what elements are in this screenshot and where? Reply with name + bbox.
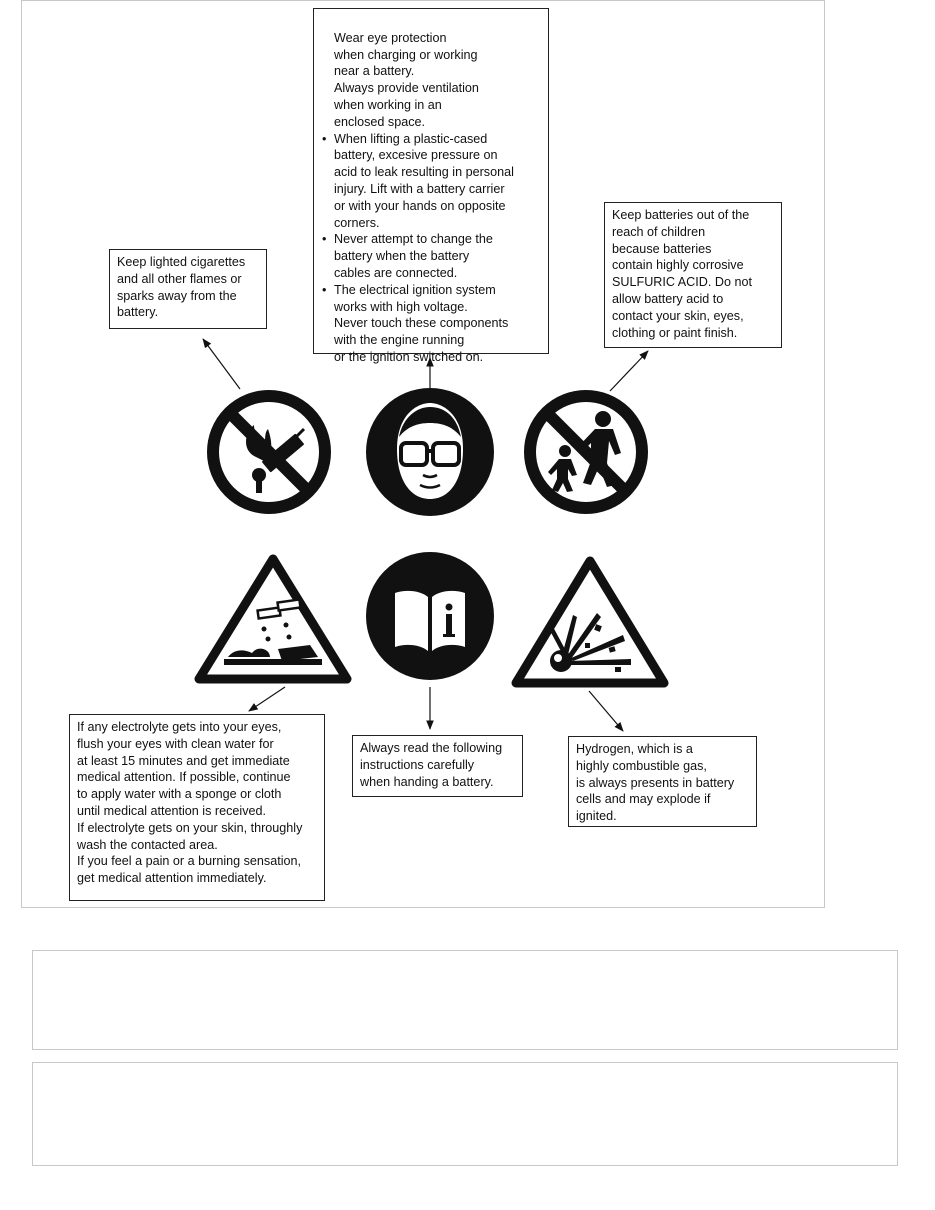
no-flames-notice: Keep lighted cigarettes and all other flames or sparks away from the battery.	[109, 249, 267, 329]
eye-notice-line: when working in an	[334, 97, 442, 112]
empty-panel-1	[32, 950, 898, 1050]
eye-notice-line: cables are connected.	[334, 265, 458, 280]
eye-protection-icon	[365, 387, 495, 517]
explosive-warning-icon	[511, 555, 669, 689]
eye-protection-notice	[313, 8, 549, 364]
eye-notice-line: corners.	[334, 215, 380, 230]
arrow-explosive	[589, 691, 623, 731]
eye-notice-line: works with high voltage.	[334, 299, 468, 314]
eye-notice-line: battery, excesive pressure on	[334, 148, 498, 163]
no-open-flame-icon	[204, 389, 334, 515]
eye-notice-line: near a battery.	[334, 64, 415, 79]
empty-panel-2	[32, 1062, 898, 1166]
eye-notice-line: acid to leak resulting in personal	[334, 165, 514, 180]
children-notice: Keep batteries out of the reach of children because batteries contain highly corrosive SULFURIC ACID. Do not allow battery acid to contact your skin, eyes, clothing or paint finish.	[604, 202, 782, 348]
eye-notice-line: or with your hands on opposite	[334, 198, 506, 213]
electrolyte-notice: If any electrolyte gets into your eyes, flush your eyes with clean water for at least 15 minutes and get immediate medical attention. If possible, continue to apply water with a sponge or cloth until medical attention is received. If electrolyte gets on your skin, throughly wash the contacted area. If you feel a pain or a burning sensation, get medical attention immediately.	[69, 714, 325, 901]
eye-notice-line: when charging or working	[334, 47, 478, 62]
eye-notice-line: with the engine running	[334, 333, 465, 348]
arrow-corrosive	[249, 687, 285, 711]
eye-notice-line: Wear eye protection	[334, 30, 447, 45]
eye-notice-line: Never touch these components	[334, 316, 509, 331]
eye-notice-line: injury. Lift with a battery carrier	[334, 181, 505, 196]
read-manual-icon	[365, 551, 495, 681]
keep-away-from-children-icon	[521, 389, 651, 515]
eye-notice-line: or the ignition switched on.	[334, 349, 484, 364]
hydrogen-notice: Hydrogen, which is a highly combustible gas, is always presents in battery cells and may explode if ignited.	[568, 736, 757, 827]
eye-notice-line: • Never attempt to change the	[321, 231, 541, 248]
eye-notice-line: battery when the battery	[334, 249, 470, 264]
arrow-no-flames	[203, 339, 240, 389]
arrow-children	[610, 351, 648, 391]
corrosive-warning-icon	[194, 553, 352, 685]
eye-notice-line: • The electrical ignition system	[321, 282, 541, 299]
battery-safety-figure	[21, 0, 825, 908]
eye-notice-line: Always provide ventilation	[334, 81, 479, 96]
eye-notice-line: enclosed space.	[334, 114, 426, 129]
read-instructions-notice: Always read the following instructions carefully when handing a battery.	[352, 735, 523, 797]
eye-notice-line: • When lifting a plastic-cased	[321, 131, 541, 148]
